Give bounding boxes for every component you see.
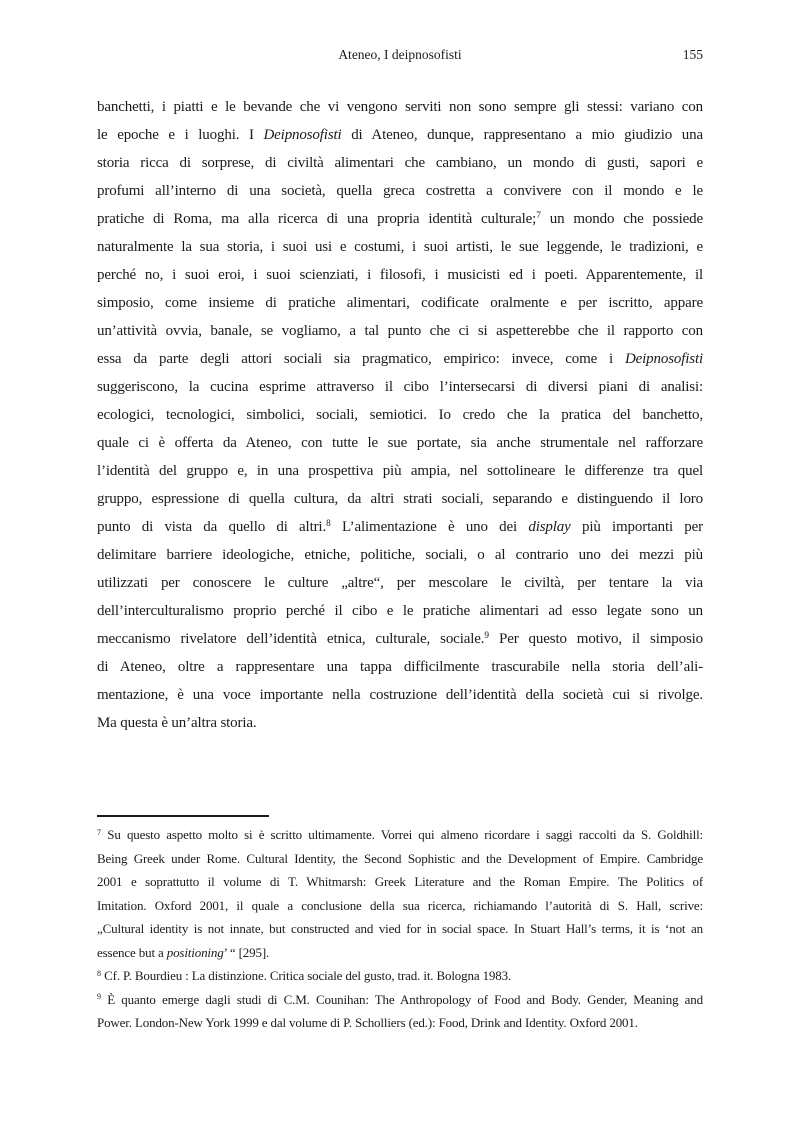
text-segment: delimitare barriere ideologiche, etniche, politiche, sociali, o al contrario uno dei mezzi più bbox=[97, 547, 703, 563]
body-text bbox=[97, 93, 703, 737]
text-segment: punto di vista da quello di altri. bbox=[97, 519, 327, 535]
footnote-ref: 8 bbox=[97, 968, 102, 978]
text-segment: naturalmente la sua storia, i suoi usi e costumi, i suoi artisti, le sue leggende, le tradizioni, e bbox=[97, 239, 703, 255]
text-segment: quale ci è offerta da Ateneo, con tutte le sue portate, sia anche strumentale nel rafforzare bbox=[97, 435, 703, 451]
text-segment: È quanto emerge dagli studi di C.M. Counihan: The Anthropology of Food and Body. Gender, Meaning and bbox=[101, 991, 703, 1007]
footnote-separator bbox=[97, 815, 269, 817]
text-segment: più importanti per bbox=[570, 519, 703, 535]
text-segment: ecologici, tecnologici, simbolici, sociali, semiotici. Io credo che la pratica del banchetto, bbox=[97, 407, 703, 423]
text-segment: „Cultural identity is not innate, but constructed and vied for in social space. In Stuart Hall’s terms, it is ‘not an bbox=[97, 921, 703, 936]
page-number: 155 bbox=[682, 47, 703, 62]
footnote-ref: 7 bbox=[97, 827, 102, 837]
text-segment: Imitation. Oxford 2001, il quale a conclusione della sua ricerca, richiamando l’autorità di S. Hall, scrive: bbox=[97, 897, 703, 913]
footnote-ref: 9 bbox=[484, 630, 490, 641]
italic-segment: Deipnosofisti bbox=[624, 351, 703, 367]
body-line bbox=[97, 709, 703, 737]
text-segment: L’alimentazione è uno dei bbox=[330, 519, 529, 535]
body-line bbox=[97, 261, 703, 289]
text-segment: 2001 e soprattutto il volume di T. Whitmarsh: Greek Literature and the Roman Empire. The Politics of bbox=[97, 874, 703, 889]
footnote-line bbox=[97, 917, 703, 941]
body-line bbox=[97, 401, 703, 429]
footnote-line bbox=[97, 894, 703, 918]
body-line bbox=[97, 485, 703, 513]
running-title: Ateneo, I deipnosofisti bbox=[338, 47, 462, 62]
text-segment: un mondo che possiede bbox=[540, 211, 703, 227]
body-line bbox=[97, 93, 703, 121]
text-segment: pratiche di Roma, ma alla ricerca di una propria identità culturale; bbox=[97, 211, 537, 227]
footnote-line bbox=[97, 941, 703, 965]
body-line bbox=[97, 289, 703, 317]
footnote-ref: 7 bbox=[536, 210, 541, 221]
text-segment: Per questo motivo, il simposio bbox=[489, 631, 703, 647]
body-line bbox=[97, 317, 703, 345]
text-segment: dell’interculturalismo proprio perché il cibo e le pratiche alimentari ad esso legate sono un bbox=[97, 603, 703, 619]
footnote-line bbox=[97, 964, 703, 988]
text-segment: ’ “ [295]. bbox=[223, 944, 270, 960]
body-line bbox=[97, 121, 703, 149]
body-line bbox=[97, 513, 703, 541]
text-segment: perché no, i suoi eroi, i suoi scienziati, i filosofi, i musicisti ed i poeti. Apparentemente, il bbox=[97, 267, 703, 283]
footnote-line bbox=[97, 1011, 703, 1035]
text-segment: suggeriscono, la cucina esprime attraverso il cibo l’intersecarsi di diversi piani di analisi: bbox=[97, 379, 703, 395]
text-segment: l’identità del gruppo e, in una prospettiva più ampia, nel sottolineare le differenze tra quel bbox=[97, 463, 703, 479]
text-segment: Ma questa è un’altra storia. bbox=[97, 715, 257, 731]
body-line bbox=[97, 429, 703, 457]
footnote-7 bbox=[97, 823, 703, 964]
body-line bbox=[97, 205, 703, 233]
text-segment: essa da parte degli attori sociali sia pragmatico, empirico: invece, come i bbox=[97, 351, 625, 367]
page-header bbox=[97, 46, 703, 64]
body-line bbox=[97, 373, 703, 401]
text-segment: storia ricca di sorprese, di civiltà alimentari che cambiano, un mondo di gusti, sapori e bbox=[97, 155, 703, 171]
footnote-line bbox=[97, 988, 703, 1012]
footnote-line bbox=[97, 847, 703, 871]
text-segment: Power. London-New York 1999 e dal volume di P. Scholliers (ed.): Food, Drink and Identity. Oxford 2001. bbox=[97, 1015, 638, 1030]
text-segment: utilizzati per conoscere le culture „altre“, per mescolare le civiltà, per tentare la via bbox=[97, 575, 703, 591]
text-segment: simposio, come insieme di pratiche alimentari, codificate oralmente e per iscritto, appare bbox=[97, 295, 703, 311]
text-segment: gruppo, espressione di quella cultura, da altri strati sociali, separando e distinguendo il loro bbox=[97, 491, 703, 507]
text-segment: Being Greek under Rome. Cultural Identity, the Second Sophistic and the Development of Empire. Cambridge bbox=[97, 850, 703, 866]
text-segment: le epoche e i luoghi. I bbox=[97, 127, 264, 143]
text-segment: di Ateneo, dunque, rappresentano a mio giudizio una bbox=[341, 127, 703, 143]
italic-segment: display bbox=[528, 519, 571, 535]
body-line bbox=[97, 233, 703, 261]
text-segment: essence but a bbox=[97, 944, 167, 960]
body-line bbox=[97, 569, 703, 597]
body-line bbox=[97, 345, 703, 373]
body-line bbox=[97, 541, 703, 569]
text-segment: meccanismo rivelatore dell’identità etnica, culturale, sociale. bbox=[97, 631, 485, 647]
footnote-9 bbox=[97, 988, 703, 1035]
footnote-line bbox=[97, 823, 703, 847]
text-segment: Cf. P. Bourdieu : La distinzione. Critica sociale del gusto, trad. it. Bologna 1983. bbox=[101, 968, 512, 983]
body-line bbox=[97, 681, 703, 709]
italic-segment: Deipnosofisti bbox=[263, 127, 342, 143]
text-segment: mentazione, è una voce importante nella costruzione dell’identità della società cui si rivolge. bbox=[97, 687, 703, 703]
body-line bbox=[97, 149, 703, 177]
footnotes-block bbox=[97, 823, 703, 1035]
body-line bbox=[97, 597, 703, 625]
body-line bbox=[97, 653, 703, 681]
text-segment: di Ateneo, oltre a rappresentare una tappa difficilmente trascurabile nella storia dell’ali- bbox=[97, 659, 703, 675]
footnote-ref: 9 bbox=[97, 992, 102, 1002]
footnote-8 bbox=[97, 964, 703, 988]
text-segment: banchetti, i piatti e le bevande che vi vengono serviti non sono sempre gli stessi: variano con bbox=[97, 99, 703, 115]
body-line bbox=[97, 625, 703, 653]
text-segment: profumi all’interno di una società, quella greca costretta a convivere con il mondo e le bbox=[97, 183, 703, 199]
body-line bbox=[97, 177, 703, 205]
footnote-ref: 8 bbox=[326, 518, 331, 529]
text-segment: un’attività ovvia, banale, se vogliamo, a tal punto che ci si aspetterebbe che il rapporto con bbox=[97, 323, 703, 339]
footnote-line bbox=[97, 870, 703, 894]
text-segment: Su questo aspetto molto si è scritto ultimamente. Vorrei qui almeno ricordare i saggi raccolti da S. Goldhill: bbox=[101, 827, 703, 842]
body-line bbox=[97, 457, 703, 485]
italic-segment: positioning bbox=[166, 944, 224, 960]
